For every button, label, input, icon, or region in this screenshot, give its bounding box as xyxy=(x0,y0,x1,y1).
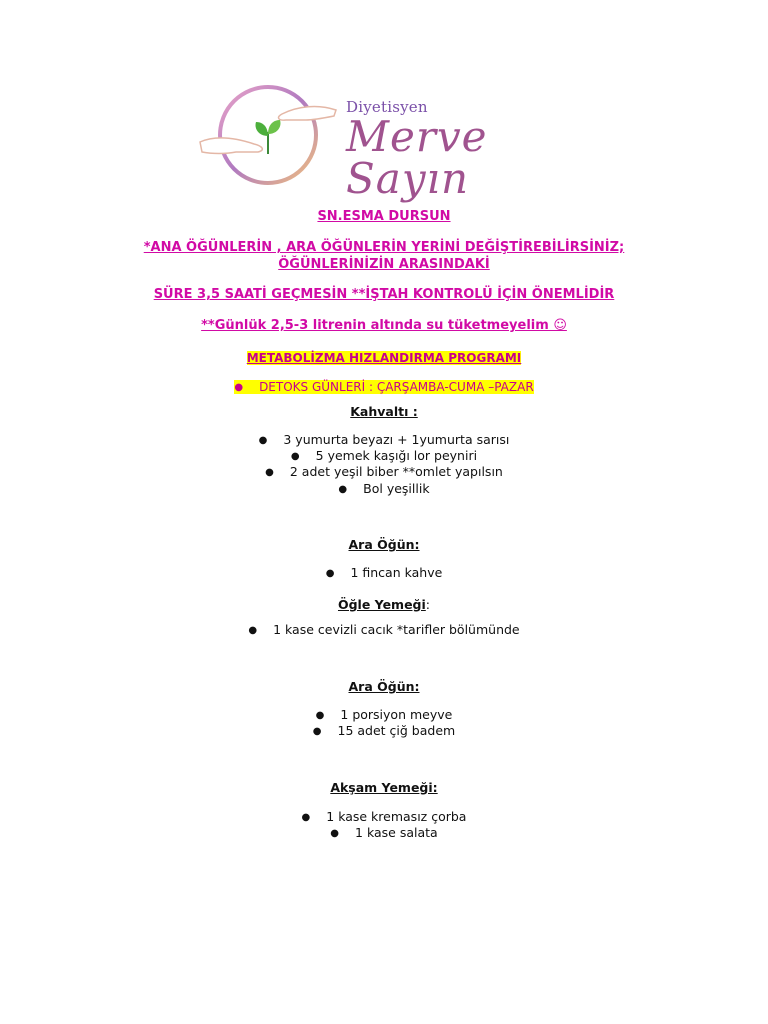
detox-row xyxy=(0,376,768,395)
list-item: ● 1 kase kremasız çorba xyxy=(301,809,467,824)
list-item: ● 5 yemek kaşığı lor peyniri xyxy=(290,448,478,463)
list-item: ● Bol yeşillik xyxy=(338,481,430,496)
list-item: ● 2 adet yeşil biber **omlet yapılsın xyxy=(265,464,503,479)
program-title: METABOLİZMA HIZLANDIRMA PROGRAMI xyxy=(246,351,522,365)
list-item: ● 3 yumurta beyazı + 1yumurta sarısı xyxy=(258,432,510,447)
list-item: ● 1 porsiyon meyve xyxy=(315,707,453,722)
client-name: SN.ESMA DURSUN xyxy=(317,209,451,224)
lunch-title: Öğle Yemeği xyxy=(337,597,426,612)
dinner-title: Akşam Yemeği: xyxy=(330,780,438,795)
lunch-title-row: Öğle Yemeği: xyxy=(337,597,431,612)
hands-plant-logo-icon xyxy=(196,80,346,190)
snack1-title: Ara Öğün: xyxy=(348,537,420,552)
detox-days: ● DETOKS GÜNLERİ : ÇARŞAMBA-CUMA –PAZAR xyxy=(234,380,534,394)
logo-subtitle: Diyetisyen xyxy=(346,98,428,116)
list-item: ● 1 fincan kahve xyxy=(325,565,443,580)
program-title-row xyxy=(0,347,768,366)
list-item: ● 1 kase cevizli cacık *tarifler bölümünde xyxy=(248,622,520,637)
list-item: ● 15 adet çiğ badem xyxy=(312,723,456,738)
dietitian-logo xyxy=(196,80,576,203)
note-line-1: *ANA ÖĞÜNLERİN , ARA ÖĞÜNLERİN YERİNİ DEĞİŞTİREBİLİRSİNİZ; xyxy=(143,240,625,255)
logo-name: Merve Sayın xyxy=(346,112,488,203)
list-item: ● 1 kase salata xyxy=(330,825,438,840)
water-note: **Günlük 2,5-3 litrenin altında su tüketmeyelim ☺ xyxy=(201,318,567,333)
note-line-2: ÖĞÜNLERİNİZİN ARASINDAKİ xyxy=(278,257,490,272)
breakfast-title: Kahvaltı : xyxy=(350,404,418,419)
snack2-title: Ara Öğün: xyxy=(348,679,420,694)
note-line-3: SÜRE 3,5 SAATİ GEÇMESİN **İŞTAH KONTROLÜ İÇİN ÖNEMLİDİR xyxy=(153,287,615,302)
